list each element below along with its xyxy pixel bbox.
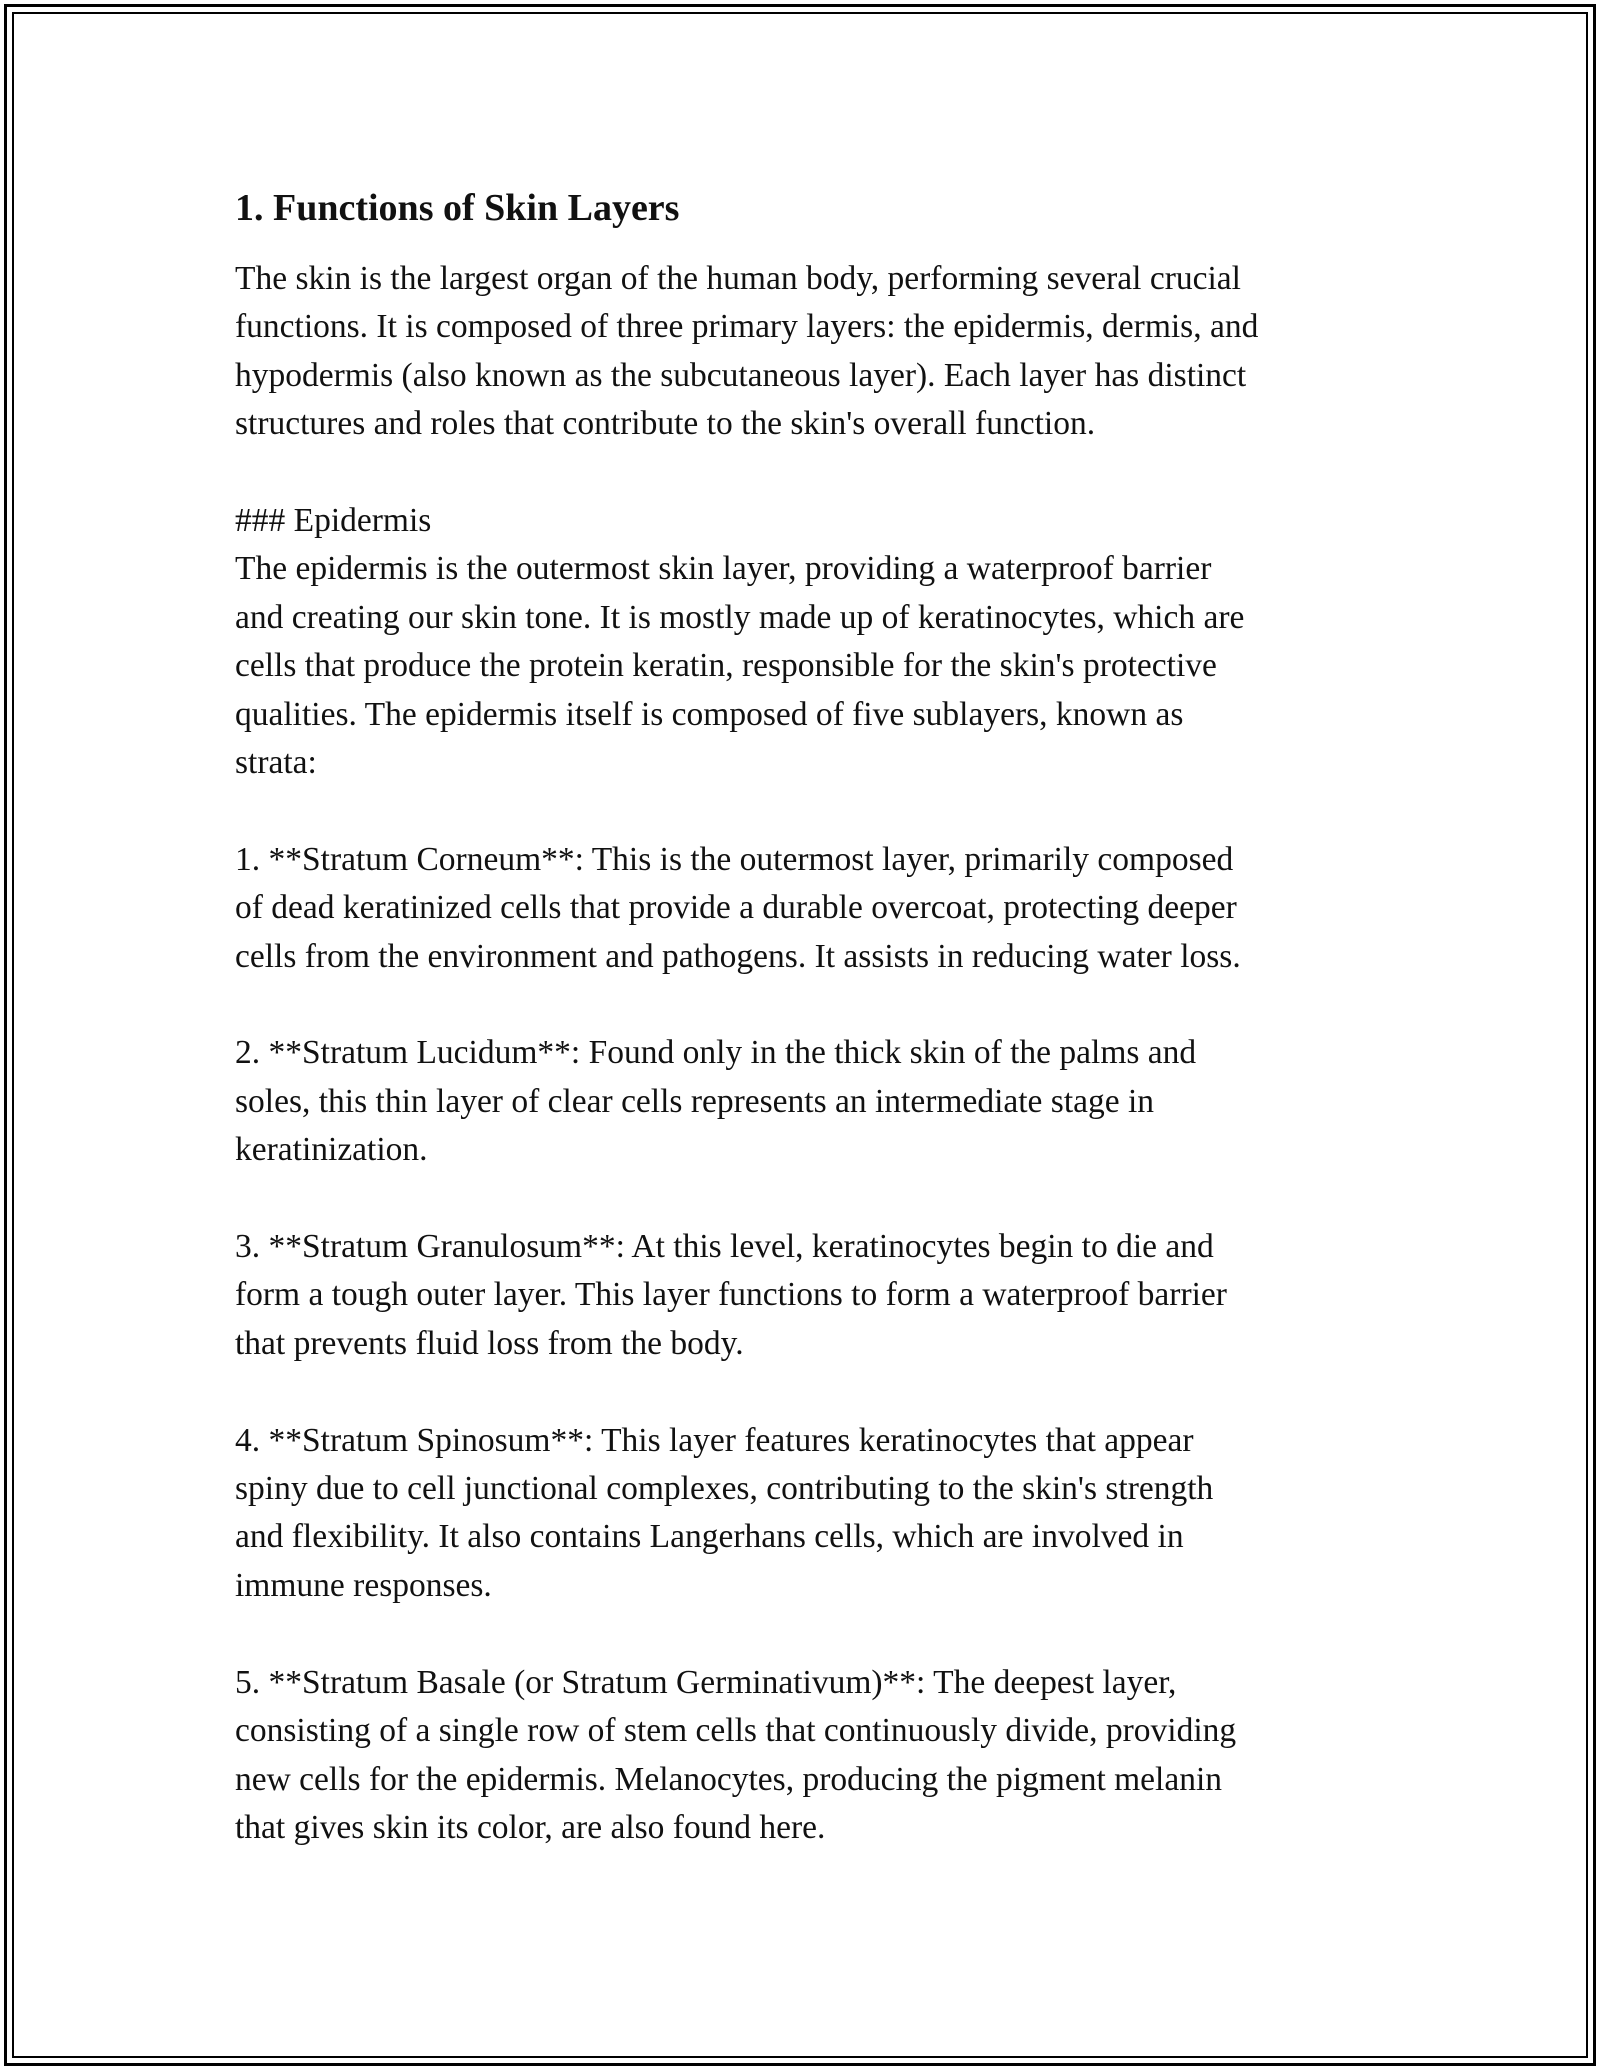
list-item-stratum-corneum [235, 836, 1370, 981]
text-line: form a tough outer layer. This layer functions to form a waterproof barrier [235, 1276, 1227, 1314]
list-item-stratum-granulosum [235, 1223, 1370, 1368]
text-line: 3. **Stratum Granulosum**: At this level, keratinocytes begin to die and [235, 1228, 1214, 1266]
list-item-stratum-lucidum [235, 1029, 1370, 1174]
text-line: hypodermis (also known as the subcutaneous layer). Each layer has distinct [235, 356, 1247, 394]
text-line: that gives skin its color, are also found here. [235, 1808, 826, 1846]
text-line: The epidermis is the outermost skin layer, providing a waterproof barrier [235, 550, 1212, 588]
text-line: and flexibility. It also contains Langerhans cells, which are involved in [235, 1518, 1184, 1556]
text-line: 4. **Stratum Spinosum**: This layer features keratinocytes that appear [235, 1421, 1194, 1459]
text-line: The skin is the largest organ of the human body, performing several crucial [235, 260, 1241, 297]
text-line: that prevents fluid loss from the body. [235, 1324, 744, 1362]
text-line: and creating our skin tone. It is mostly made up of keratinocytes, which are [235, 598, 1245, 636]
text-line: soles, this thin layer of clear cells represents an intermediate stage in [235, 1082, 1155, 1120]
text-line: spiny due to cell junctional complexes, contributing to the skin's strength [235, 1470, 1214, 1508]
text-line: keratinization. [235, 1131, 428, 1169]
text-line: cells that produce the protein keratin, responsible for the skin's protective [235, 647, 1217, 685]
list-item-stratum-spinosum [235, 1417, 1370, 1611]
text-line: 2. **Stratum Lucidum**: Found only in the thick skin of the palms and [235, 1034, 1197, 1072]
text-line: qualities. The epidermis itself is composed of five sublayers, known as [235, 695, 1184, 733]
text-line: immune responses. [235, 1566, 492, 1604]
text-line: strata: [235, 744, 317, 782]
text-line: functions. It is composed of three primary layers: the epidermis, dermis, and [235, 308, 1259, 346]
section-heading-epidermis: ### Epidermis [235, 502, 432, 540]
text-line: 1. **Stratum Corneum**: This is the outermost layer, primarily composed [235, 840, 1234, 878]
text-line: new cells for the epidermis. Melanocytes, producing the pigment melanin [235, 1760, 1223, 1798]
text-line: of dead keratinized cells that provide a durable overcoat, protecting deeper [235, 889, 1237, 927]
text-line: consisting of a single row of stem cells that continuously divide, providing [235, 1712, 1237, 1750]
text-line: cells from the environment and pathogens. It assists in reducing water loss. [235, 937, 1241, 975]
document-body [235, 185, 1370, 1901]
document-title: 1. Functions of Skin Layers [235, 187, 680, 229]
paragraph-epidermis [235, 497, 1370, 787]
list-item-stratum-basale [235, 1659, 1370, 1853]
paragraph-intro [235, 255, 1370, 449]
text-line: structures and roles that contribute to the skin's overall function. [235, 405, 1096, 443]
text-line: 5. **Stratum Basale (or Stratum Germinativum)**: The deepest layer, [235, 1663, 1177, 1701]
